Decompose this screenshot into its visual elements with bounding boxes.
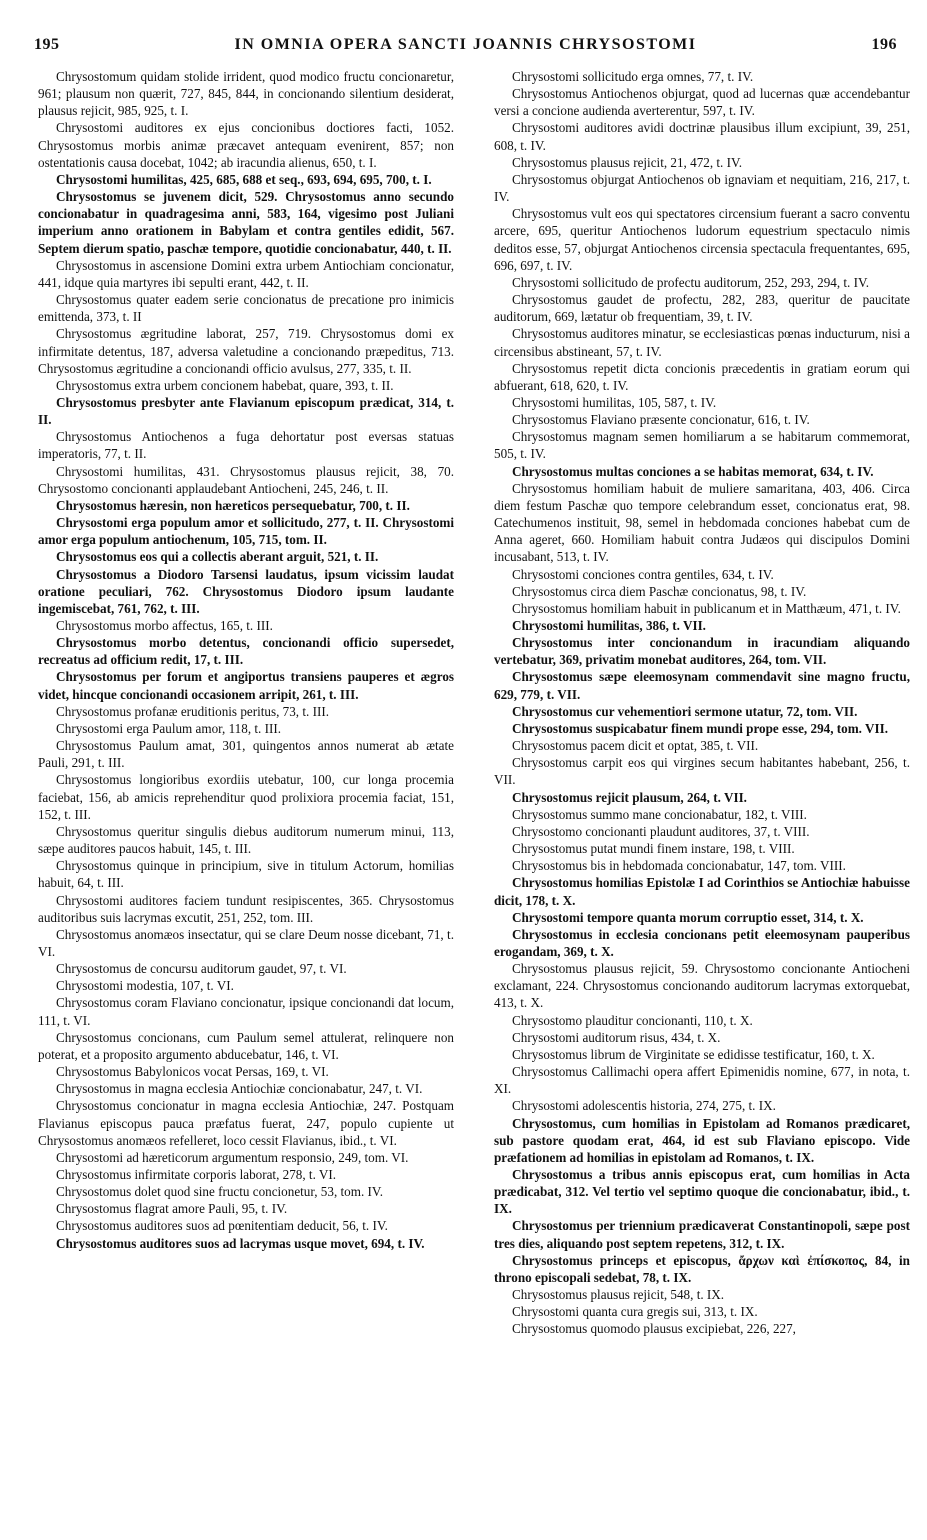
index-entry: Chrysostomi auditorum risus, 434, t. X. <box>512 1029 721 1045</box>
index-entry: Chrysostomus gaudet de profectu, 282, 283, queritur de paucitate auditorum, 669, lætatur ob frequentiam, 39, t. IV. <box>494 292 910 325</box>
index-column-right <box>494 68 910 1338</box>
index-entry: Chrysostomus se juvenem dicit, 529. Chrysostomus anno secundo concionabatur in quadragesima anni, 583, 164, vigesimo post Juliani imperium anno orationem in Babylam et contra gentiles edidit, 567. Septem dierum spatio, paschæ tempore, quotidie concionabatur, 440, t. II. <box>38 189 454 256</box>
page-number-right: 196 <box>871 36 897 53</box>
index-entry: Chrysostomi humilitas, 105, 587, t. IV. <box>512 394 717 410</box>
index-entry: Chrysostomus princeps et episcopus, ἄρχων καὶ ἐπίσκοπος, 84, in throno episcopali sedebat, 78, t. IX. <box>494 1252 910 1285</box>
index-entry: Chrysostomus Paulum amat, 301, quingentos annos numerat ab ætate Pauli, 291, t. III. <box>38 738 454 771</box>
index-entry: Chrysostomus Callimachi opera affert Epimenidis nomine, 677, in nota, t. XI. <box>494 1064 910 1097</box>
index-entry: Chrysostomus sæpe eleemosynam commendavit sine magno fructu, 629, 779, t. VII. <box>494 669 910 702</box>
index-entry: Chrysostomo concionanti plaudunt auditores, 37, t. VIII. <box>512 823 810 839</box>
index-entry: Chrysostomus presbyter ante Flavianum episcopum prædicat, 314, t. II. <box>38 394 454 428</box>
index-entry: Chrysostomus Antiochenos objurgat, quod ad lucernas quæ accendebantur versi a concione audienda averterentur, 597, t. IV. <box>494 86 910 119</box>
index-entry: Chrysostomus putat mundi finem instare, 198, t. VIII. <box>512 841 795 857</box>
index-entry: Chrysostomo plauditur concionanti, 110, t. X. <box>512 1012 753 1028</box>
index-entry: Chrysostomus summo mane concionabatur, 182, t. VIII. <box>512 806 807 822</box>
index-entry: Chrysostomus in ascensione Domini extra urbem Antiochiam concionatur, 441, idque quia martyres ibi sepulti erant, 442, t. II. <box>38 257 454 290</box>
index-entry: Chrysostomi adolescentis historia, 274, 275, t. IX. <box>512 1098 776 1114</box>
index-entry: Chrysostomus pacem dicit et optat, 385, t. VII. <box>512 738 759 754</box>
index-entry: Chrysostomus de concursu auditorum gaudet, 97, t. VI. <box>56 961 347 977</box>
index-entry: Chrysostomi conciones contra gentiles, 634, t. IV. <box>512 566 774 582</box>
index-entry: Chrysostomus homiliam habuit in publicanum et in Matthæum, 471, t. IV. <box>512 600 901 616</box>
index-entry: Chrysostomus Flaviano præsente concionatur, 616, t. IV. <box>512 412 810 428</box>
index-entry: Chrysostomus circa diem Paschæ concionatus, 98, t. IV. <box>512 583 807 599</box>
index-entry: Chrysostomus vult eos qui spectatores circensium fuerant a sacro conventu arcere, 695, queritur Antiochenos ludorum equestrium spectaculo nimis deditos esse, 57, objurgat Antiochenos circensia spectacula frequentantes, 695, 696, 697, t. IV. <box>494 206 910 273</box>
index-entry: Chrysostomus morbo detentus, concionandi officio supersedet, recreatus ad officium redit, 17, t. III. <box>38 635 454 668</box>
page-number-left: 195 <box>34 36 60 53</box>
index-entry: Chrysostomum quidam stolide irrident, quod modico fructu concionaretur, 961; plausum non quærit, 727, 845, 844, in concionando silentium desiderat, plausus rejicit, 985, 925, t. I. <box>38 69 454 119</box>
index-entry: Chrysostomus quinque in principium, sive in titulum Actorum, homilias habuit, 64, t. III. <box>38 858 454 891</box>
index-entry: Chrysostomus flagrat amore Pauli, 95, t. IV. <box>56 1201 288 1217</box>
index-entry: Chrysostomus bis in hebdomada concionabatur, 147, tom. VIII. <box>512 858 846 874</box>
index-entry: Chrysostomus magnam semen homiliarum a se habitarum commemorat, 505, t. IV. <box>494 429 910 462</box>
index-entry: Chrysostomus per forum et angiportus transiens pauperes et ægros videt, hincque concionandi occasionem arripit, 261, t. III. <box>38 669 454 702</box>
index-entry: Chrysostomus suspicabatur finem mundi prope esse, 294, tom. VII. <box>512 720 889 736</box>
index-entry: Chrysostomus homilias Epistolæ I ad Corinthios se Antiochiæ habuisse dicit, 178, t. X. <box>494 875 910 908</box>
index-entry: Chrysostomus hæresin, non hæreticos persequebatur, 700, t. II. <box>56 497 410 513</box>
index-entry: Chrysostomi auditores ex ejus concionibus doctiores facti, 1052. Chrysostomus morbis animæ præcavet antequam evenirent, 857; non ostentationis causa docebat, 1042; ab iracundia alienus, 650, t. I. <box>38 120 454 170</box>
index-entry: Chrysostomus morbo affectus, 165, t. III. <box>56 618 273 633</box>
index-entry: Chrysostomus plausus rejicit, 59. Chrysostomo concionante Antiocheni exclamant, 224. Chrysostomus concionando auditorum lacrymas extorquebat, 413, t. X. <box>494 961 910 1011</box>
index-entry: Chrysostomi erga Paulum amor, 118, t. III. <box>56 720 282 736</box>
index-entry: Chrysostomi humilitas, 431. Chrysostomus plausus rejicit, 38, 70. Chrysostomo concionanti applaudebant Antiocheni, 245, 246, t. II. <box>38 463 454 496</box>
index-entry: Chrysostomus quater eadem serie concionatus de precatione pro inimicis emittenda, 373, t. II <box>38 292 454 325</box>
index-entry: Chrysostomus plausus rejicit, 21, 472, t. IV. <box>512 154 743 170</box>
index-entry: Chrysostomus profanæ eruditionis peritus, 73, t. III. <box>56 703 330 719</box>
index-entry: Chrysostomus concionatur in magna ecclesia Antiochiæ, 247. Postquam Flavianus episcopus pauca præfatus fuerat, 247, populo cupiente ut Chrysostomus anomæos refelleret, loco cessit Flavianus, ibid., t. VI. <box>38 1098 454 1148</box>
index-entry: Chrysostomus carpit eos qui virgines secum habitantes habebant, 256, t. VII. <box>494 755 910 788</box>
index-entry: Chrysostomus queritur singulis diebus auditorum numerum minui, 113, sæpe auditores paucos habuit, 145, t. III. <box>38 823 454 857</box>
index-entry: Chrysostomus per triennium prædicaverat Constantinopoli, sæpe post tres dies, aliquando post septem repetens, 312, t. IX. <box>494 1218 910 1251</box>
index-entry: Chrysostomus librum de Virginitate se edidisse testificatur, 160, t. X. <box>512 1046 875 1062</box>
index-entry: Chrysostomus auditores suos ad lacrymas usque movet, 694, t. IV. <box>56 1235 425 1251</box>
index-entry: Chrysostomi erga populum amor et sollicitudo, 277, t. II. Chrysostomi amor erga populum antiochenum, 105, 715, tom. II. <box>38 515 454 548</box>
index-entry: Chrysostomus infirmitate corporis laborat, 278, t. VI. <box>56 1167 337 1182</box>
index-entry: Chrysostomus auditores minatur, se ecclesiasticas pœnas inducturum, nisi a circensibus abstineant, 57, t. IV. <box>494 326 910 359</box>
index-entry: Chrysostomus a Diodoro Tarsensi laudatus, ipsum vicissim laudat oratione peculiari, 762. Chrysostomus Diodoro ipsum laudante ingemiscebat, 761, 762, t. III. <box>38 566 454 616</box>
index-entry: Chrysostomi tempore quanta morum corruptio esset, 314, t. X. <box>512 909 864 925</box>
running-title: IN OMNIA OPERA SANCTI JOANNIS CHRYSOSTOMI <box>234 36 697 53</box>
page-header <box>34 36 897 60</box>
index-entry: Chrysostomi auditores avidi doctrinæ plausibus illum excipiunt, 39, 251, 608, t. IV. <box>494 120 910 153</box>
index-entry: Chrysostomus ægritudine laborat, 257, 719. Chrysostomus domi ex infirmitate detentus, 187, adversa valetudine a concionando præpeditus, 713. Chrysostomus ægritudine a concionandi officio avulsus, 277, 335, t. II. <box>38 326 454 376</box>
index-entry: Chrysostomi sollicitudo erga omnes, 77, t. IV. <box>512 69 754 84</box>
index-entry: Chrysostomus Antiochenos a fuga dehortatur post eversas statuas imperatoris, 77, t. II. <box>38 429 454 462</box>
index-entry: Chrysostomus Babylonicos vocat Persas, 169, t. VI. <box>56 1064 329 1080</box>
index-entry: Chrysostomus inter concionandum in iracundiam aliquando vertebatur, 369, privatim monebat auditores, 264, tom. VII. <box>494 635 910 668</box>
index-entry: Chrysostomi modestia, 107, t. VI. <box>56 978 234 994</box>
index-entry: Chrysostomi sollicitudo de profectu auditorum, 252, 293, 294, t. IV. <box>512 274 870 290</box>
index-entry: Chrysostomus rejicit plausum, 264, t. VII. <box>512 789 747 805</box>
index-entry: Chrysostomus cur vehementiori sermone utatur, 72, tom. VII. <box>512 703 858 719</box>
index-entry: Chrysostomi quanta cura gregis sui, 313, t. IX. <box>512 1304 758 1320</box>
index-entry: Chrysostomi auditores faciem tundunt resipiscentes, 365. Chrysostomus auditoribus suis lacrymas excutit, 251, 252, tom. III. <box>38 892 454 925</box>
index-entry: Chrysostomus in magna ecclesia Antiochiæ concionabatur, 247, t. VI. <box>56 1081 423 1097</box>
index-entry: Chrysostomus coram Flaviano concionatur, ipsique concionandi dat locum, 111, t. VI. <box>38 995 454 1028</box>
index-entry: Chrysostomus auditores suos ad pœnitentiam deducit, 56, t. IV. <box>56 1218 388 1234</box>
index-entry: Chrysostomi humilitas, 386, t. VII. <box>512 618 706 633</box>
index-entry: Chrysostomus, cum homilias in Epistolam ad Romanos prædicaret, sub pastore quodam erat, 464, id est sub Flaviano episcopo. Vide præfationem ad homilias in epistolam ad Romanos, t. IX. <box>494 1115 910 1165</box>
index-entry: Chrysostomus concionans, cum Paulum semel attulerat, relinquere non poterat, et a proposito argumento abducebatur, 146, t. VI. <box>38 1029 454 1062</box>
index-entry: Chrysostomus repetit dicta concionis præcedentis in gratiam eorum qui abfuerant, 618, 620, t. IV. <box>494 360 910 393</box>
index-entry: Chrysostomus a tribus annis episcopus erat, cum homilias in Acta prædicabat, 312. Vel tertio vel septimo quoque die concionabatur, ibid., t. IX. <box>494 1167 910 1217</box>
index-entry: Chrysostomus plausus rejicit, 548, t. IX. <box>512 1287 725 1303</box>
index-entry: Chrysostomus in ecclesia concionans petit eleemosynam pauperibus erogandam, 369, t. X. <box>494 926 910 959</box>
index-column-left <box>38 68 454 1252</box>
index-entry: Chrysostomus longioribus exordiis utebatur, 100, cur longa procemia faciebat, 156, ab amicis reprehenditur quod prolixiora procemia faciat, 151, 152, t. III. <box>38 772 454 822</box>
index-entry: Chrysostomus extra urbem concionem habebat, quare, 393, t. II. <box>56 377 394 393</box>
index-entry: Chrysostomus multas conciones a se habitas memorat, 634, t. IV. <box>512 463 874 479</box>
index-entry: Chrysostomus anomæos insectatur, qui se clare Deum nosse dicebant, 71, t. VI. <box>38 926 454 959</box>
index-entry: Chrysostomus quomodo plausus excipiebat, 226, 227, <box>512 1321 796 1337</box>
index-entry: Chrysostomus dolet quod sine fructu concionetur, 53, tom. IV. <box>56 1184 383 1200</box>
index-entry: Chrysostomus objurgat Antiochenos ob ignaviam et nequitiam, 216, 217, t. IV. <box>494 171 910 205</box>
index-entry: Chrysostomus eos qui a collectis aberant arguit, 521, t. II. <box>56 549 379 565</box>
index-entry: Chrysostomus homiliam habuit de muliere samaritana, 403, 406. Circa diem festum Paschæ quo tempore celebrandum esset, concionatus erat, 98. Catechumenos instituit, 98, semel in hebdomada conciones habebat cum de Anna ageret, 660. Homiliam habuit contra Judæos qui discipulos Domini incusabant, 513, t. IV. <box>494 480 910 565</box>
index-entry: Chrysostomi ad hæreticorum argumentum responsio, 249, tom. VI. <box>56 1149 409 1165</box>
index-entry: Chrysostomi humilitas, 425, 685, 688 et seq., 693, 694, 695, 700, t. I. <box>56 171 432 187</box>
